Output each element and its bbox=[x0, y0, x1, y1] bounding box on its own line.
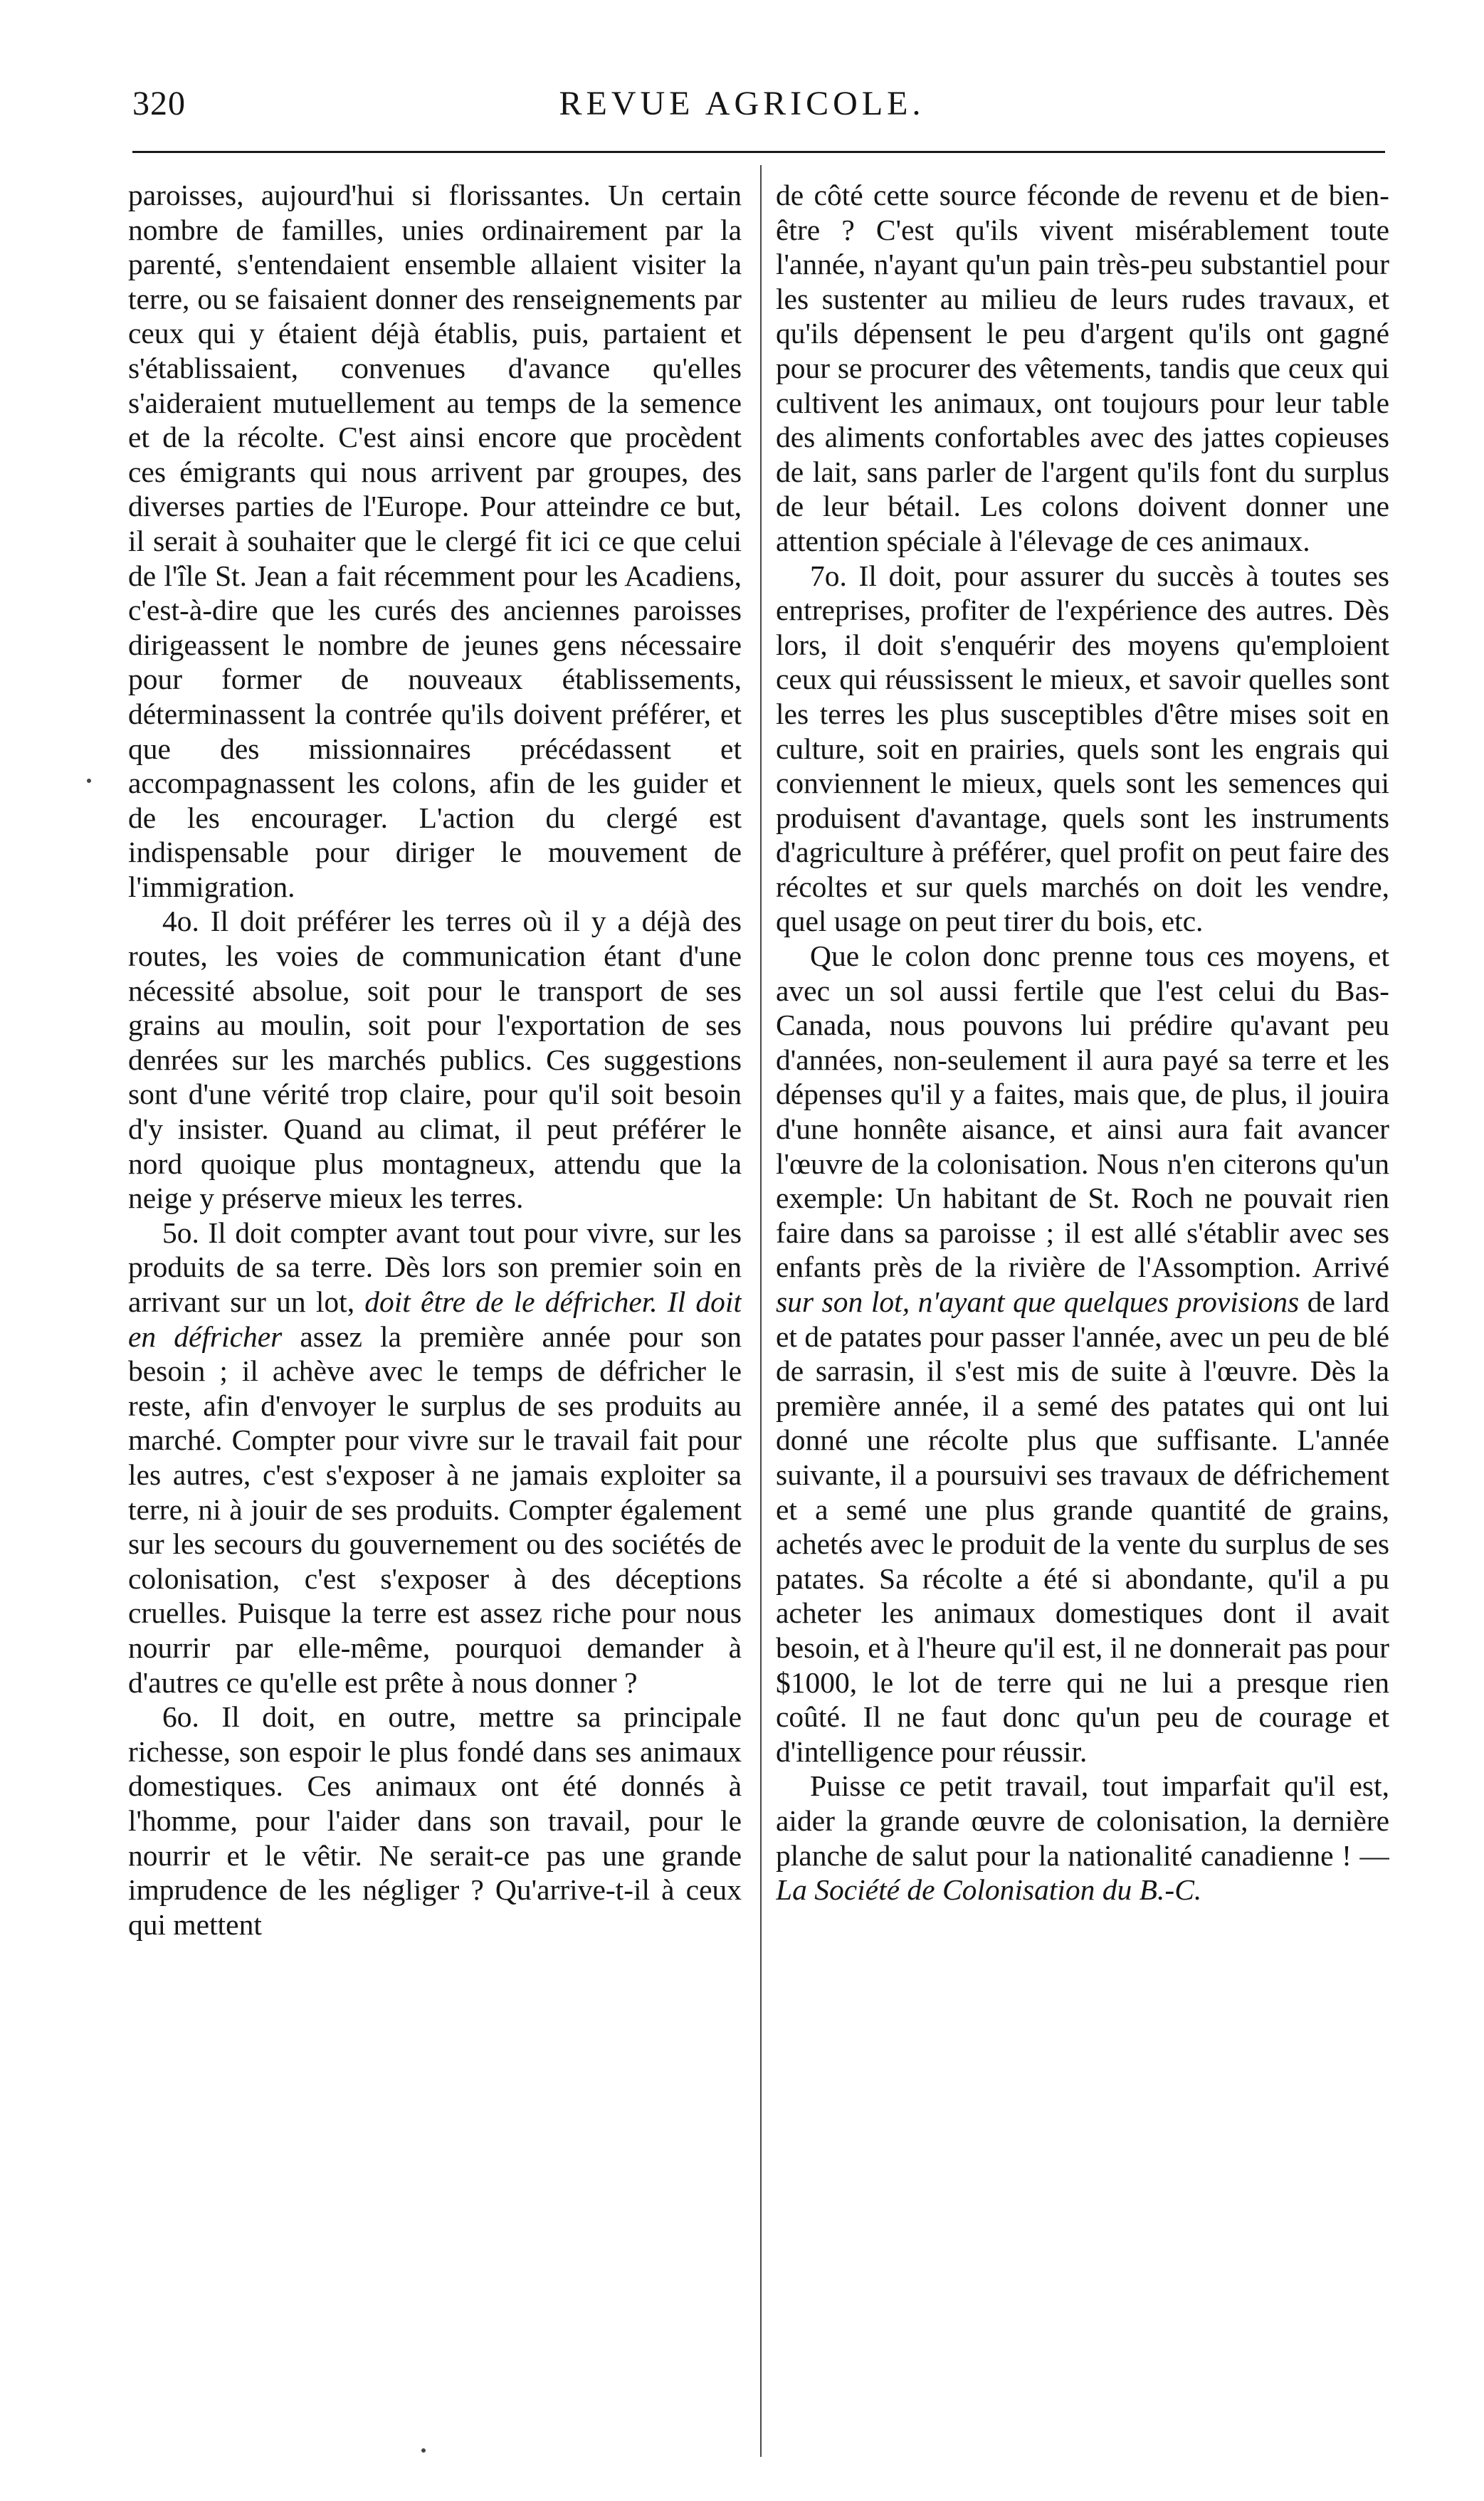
paragraph-5o bbox=[128, 1216, 742, 1700]
right-column bbox=[776, 178, 1389, 2477]
left-column bbox=[128, 178, 742, 2477]
paragraph-4o: 4o. Il doit préférer les terres où il y a déjà des routes, les voies de communication étant d'une nécessité absolue, soit pour le transport de ses grains au moulin, soit pour l'exportation de ses denrées sur les marchés publics. Ces suggestions sont d'une vérité trop claire, pour qu'il soit besoin d'y insister. Quand au climat, il peut préférer le nord quoique plus montagneux, attendu que la neige y préserve mieux les terres. bbox=[128, 905, 742, 1215]
paragraph-example bbox=[776, 939, 1389, 1769]
page-header bbox=[0, 0, 1484, 142]
paragraph-conclusion bbox=[776, 1769, 1389, 1907]
paragraph-continuation: paroisses, aujourd'hui si florissantes. Un certain nombre de familles, unies ordinairement par la parenté, s'entendaient ensemble allaient visiter la terre, ou se faisaient donner des renseignements par ceux qui y étaient déjà établis, puis, partaient et s'établissaient, convenues d'avance qu'elles s'aideraient mutuellement au temps de la semence et de la récolte. C'est ainsi encore que procèdent ces émigrants qui nous arrivent par groupes, des diverses parties de l'Europe. Pour atteindre ce but, il serait à souhaiter que le clergé fit ici ce que celui de l'île St. Jean a fait récemment pour les Acadiens, c'est-à-dire que les curés des anciennes paroisses dirigeassent le nombre de jeunes gens nécessaire pour former de nouveaux établissements, déterminassent la contrée qu'ils doivent préférer, et que des missionnaires précédassent et accompagnassent les colons, afin de les guider et de les encourager. L'action du clergé est indispensable pour diriger le mouvement de l'immigration. bbox=[128, 179, 742, 903]
paragraph-example-text-a: Que le colon donc prenne tous ces moyens, et avec un sol aussi fertile que l'est celui du Bas-Canada, nous pouvons lui prédire qu'avant peu d'années, non-seulement il aura payé sa terre et les dépenses qu'il y a faites, mais que, de plus, il jouira d'une honnête aisance, et ainsi aura fait avancer l'œuvre de la colonisation. Nous n'en citerons qu'un exemple: Un habitant de St. Roch ne pouvait rien faire dans sa paroisse ; il est allé s'établir avec ses enfants près de la rivière de l'Assomption. Arrivé bbox=[776, 939, 1389, 1284]
paragraph-5o-text-b: assez la première année pour son besoin ; il achève avec le temps de défricher le reste, afin d'envoyer le surplus de ses produits au marché. Compter pour vivre sur le travail fait pour les autres, c'est s'exposer à ne jamais exploiter sa terre, ni à jouir de ses produits. Compter également sur les secours du gouvernement ou des sociétés de colonisation, c'est s'exposer à des déceptions cruelles. Puisque la terre est assez riche pour nous nourrir par elle-même, pourquoi demander à d'autres ce qu'elle est prête à nous donner ? bbox=[128, 1320, 742, 1699]
header-rule bbox=[132, 151, 1385, 153]
paragraph-example-italic: sur son lot, n'ayant que quelques provisions bbox=[776, 1285, 1300, 1318]
column-divider bbox=[760, 165, 762, 2457]
paragraph-example-text-b: de lard et de patates pour passer l'année, avec un peu de blé de sarrasin, il s'est mis de suite à l'œuvre. Dès la première année, il a semé des patates qui ont lui donné une récolte plus que suffisante. L'année suivante, il a poursuivi ses travaux de défrichement et a semé une plus grande quantité de grains, achetés avec le produit de la vente du surplus de ses patates. Sa récolte a été si abondante, qu'il a pu acheter les animaux domestiques dont il avait besoin, et à l'heure qu'il est, il ne donnerait pas pour $1000, le lot de terre qui ne lui a presque rien coûté. Il ne faut donc qu'un peu de courage et d'intelligence pour réussir. bbox=[776, 1285, 1389, 1768]
paragraph-6o: 6o. Il doit, en outre, mettre sa principale richesse, son espoir le plus fondé dans ses animaux domestiques. Ces animaux ont été donnés à l'homme, pour l'aider dans son travail, pour le nourrir et le vêtir. Ne serait-ce pas une grande imprudence de les négliger ? Qu'arrive-t-il à ceux qui mettent bbox=[128, 1700, 742, 1941]
paragraph-5o-italic: doit être de le défricher. Il doit en défricher bbox=[128, 1285, 742, 1353]
article-source-signature: La Société de Colonisation du B.-C. bbox=[776, 1873, 1202, 1907]
running-title: REVUE AGRICOLE. bbox=[559, 85, 925, 122]
paragraph-5o-text-a: 5o. Il doit compter avant tout pour vivre, sur les produits de sa terre. Dès lors son premier soin en arrivant sur un lot, bbox=[128, 1216, 742, 1318]
margin-mark bbox=[87, 779, 91, 783]
paragraph-7o: 7o. Il doit, pour assurer du succès à toutes ses entreprises, profiter de l'expérience des autres. Dès lors, il doit s'enquérir des moyens qu'emploient ceux qui réussissent le mieux, et savoir quelles sont les terres les plus susceptibles d'être mises soit en culture, soit en prairies, quels sont les engrais qui conviennent le mieux, quels sont les semences qui produisent d'avantage, quels sont les instruments d'agriculture à préférer, quel profit on peut faire des récoltes et sur quels marchés on doit les vendre, quel usage on peut tirer du bois, etc. bbox=[776, 559, 1389, 938]
paragraph-conclusion-text: Puisse ce petit travail, tout imparfait qu'il est, aider la grande œuvre de colonisation, la dernière planche de salut pour la nationalité canadienne ! — bbox=[776, 1769, 1389, 1872]
paragraph-continuation-right: de côté cette source féconde de revenu et de bien-être ? C'est qu'ils vivent misérablement toute l'année, n'ayant qu'un pain très-peu substantiel pour les sustenter au milieu de leurs rudes travaux, et qu'ils dépensent le peu d'argent qu'ils ont gagné pour se procurer des vêtements, tandis que ceux qui cultivent les animaux, ont toujours pour leur table des aliments confortables avec des jattes copieuses de lait, sans parler de l'argent qu'ils font du surplus de leur bétail. Les colons doivent donner une attention spéciale à l'élevage de ces animaux. bbox=[776, 179, 1389, 557]
bottom-mark bbox=[421, 2448, 426, 2453]
page-number: 320 bbox=[132, 85, 186, 122]
